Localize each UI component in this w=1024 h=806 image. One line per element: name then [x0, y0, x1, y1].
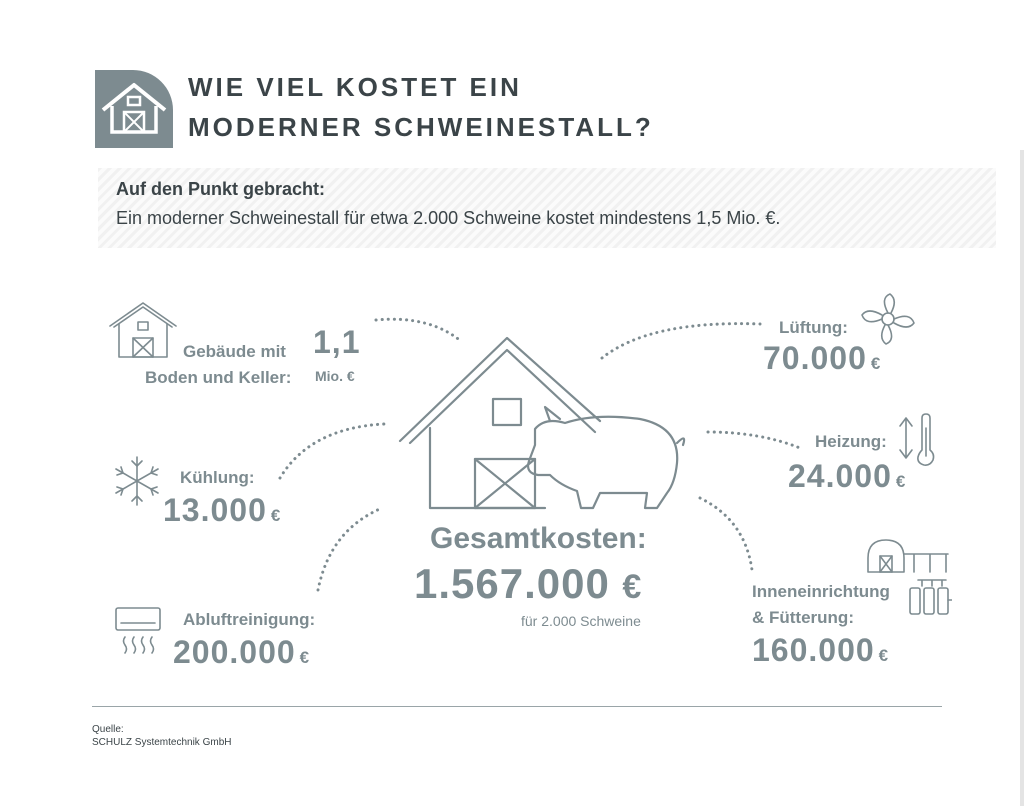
unit-gebaeude: Mio. € — [315, 368, 355, 384]
value-heizung: 24.000 — [788, 458, 892, 494]
unit-abluft: € — [299, 648, 310, 667]
total-note: für 2.000 Schweine — [521, 613, 641, 629]
total-unit: € — [622, 568, 642, 606]
value-row-abluft — [173, 634, 309, 671]
value-row-inneneinrichtung — [752, 632, 888, 669]
page-title-line2: MODERNER SCHWEINESTALL? — [188, 112, 654, 142]
value-lueftung: 70.000 — [763, 340, 867, 376]
connector-inneneinrichtung — [700, 498, 752, 570]
source-label: Quelle: — [92, 724, 124, 735]
label-gebaeude-line2: Boden und Keller: — [145, 368, 292, 387]
summary-heading: Auf den Punkt gebracht: — [116, 179, 326, 199]
label-inneneinrichtung-line2: & Fütterung: — [752, 608, 854, 627]
barn-pig-illustration — [395, 333, 695, 513]
page-edge-shadow — [1020, 150, 1024, 806]
value-inneneinrichtung: 160.000 — [752, 632, 875, 668]
label-gebaeude-line1: Gebäude mit — [183, 342, 286, 361]
connector-heizung — [708, 432, 800, 448]
snowflake-icon — [110, 454, 164, 508]
unit-heizung: € — [895, 472, 906, 491]
value-row-heizung — [788, 458, 905, 495]
value-kuehlung: 13.000 — [163, 492, 267, 528]
label-heizung: Heizung: — [815, 432, 887, 451]
connector-kuehlung — [280, 424, 384, 478]
value-row-lueftung — [763, 340, 880, 377]
page-title-line1: WIE VIEL KOSTET EIN — [188, 72, 522, 102]
value-abluft: 200.000 — [173, 634, 296, 670]
unit-lueftung: € — [870, 354, 881, 373]
total-label: Gesamtkosten: — [430, 522, 647, 555]
unit-inneneinrichtung: € — [878, 646, 889, 665]
source-text: SCHULZ Systemtechnik GmbH — [92, 737, 232, 748]
footer-divider — [92, 706, 942, 707]
summary-text: Ein moderner Schweinestall für etwa 2.000 Schweine kostet mindestens 1,5 Mio. €. — [116, 208, 781, 228]
label-inneneinrichtung-line1: Inneneinrichtung — [752, 582, 890, 601]
label-abluft: Abluftreinigung: — [183, 610, 316, 629]
barn-icon — [106, 300, 180, 360]
total-value: 1.567.000 — [414, 560, 610, 607]
unit-kuehlung: € — [270, 506, 281, 525]
air-conditioner-icon — [113, 605, 163, 655]
connector-abluft — [318, 508, 382, 590]
value-gebaeude: 1,1 — [313, 324, 361, 360]
value-row-kuehlung — [163, 492, 280, 529]
feeding-system-icon — [862, 534, 952, 616]
label-lueftung: Lüftung: — [779, 318, 848, 337]
total-value-row — [414, 560, 641, 608]
label-kuehlung: Kühlung: — [180, 468, 255, 487]
